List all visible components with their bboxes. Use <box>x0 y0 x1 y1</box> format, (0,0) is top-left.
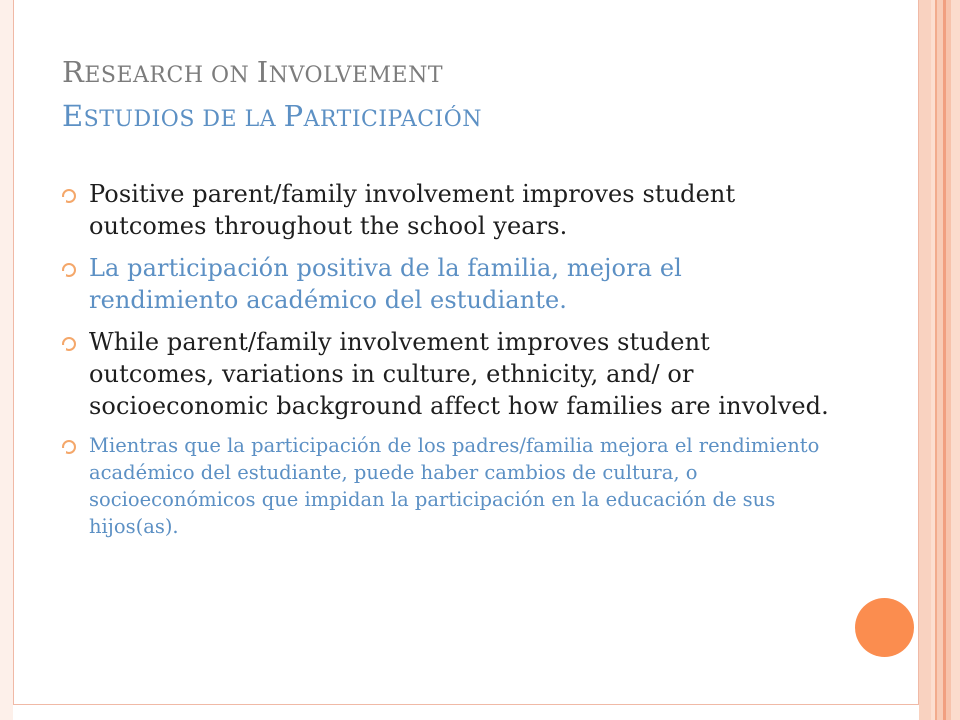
bullet-text: Positive parent/family involvement improves student outcomes throughout the school years. <box>89 180 736 240</box>
title-english-initial-r: R <box>62 55 85 89</box>
title-spanish-word-participacion: ARTICIPACIÓN <box>303 107 483 132</box>
bullet-list <box>62 178 832 540</box>
title-english-word-research-on: ESEARCH ON <box>84 63 257 88</box>
circle-bullet-icon <box>62 263 76 277</box>
title-spanish <box>62 96 482 140</box>
title-english-initial-i: I <box>256 55 269 89</box>
title-spanish-initial-p: P <box>283 99 304 133</box>
decorative-stripe <box>919 0 931 720</box>
circle-bullet-icon <box>62 337 76 351</box>
orange-circle-decoration <box>855 598 914 657</box>
bullet-item-english-2 <box>62 326 832 422</box>
circle-bullet-icon <box>62 440 76 454</box>
title-spanish-word-estudios-de-la: STUDIOS DE LA <box>83 107 284 132</box>
decorative-stripe <box>951 0 960 720</box>
slide-title <box>62 52 482 140</box>
bullet-text: While parent/family involvement improves student outcomes, variations in culture, ethnicity, and/ or socioeconomic background affect how families are involved. <box>89 328 829 420</box>
bullet-text: Mientras que la participación de los padres/familia mejora el rendimiento académico del estudiante, puede haber cambios de cultura, o socioeconómicos que impidan la participación en la educación de sus hijos(as). <box>89 434 820 538</box>
title-english <box>62 52 482 96</box>
bullet-item-english-1 <box>62 178 832 242</box>
title-spanish-initial-e: E <box>62 99 84 133</box>
title-english-word-involvement: NVOLVEMENT <box>268 63 443 88</box>
bullet-item-spanish-2 <box>62 432 832 540</box>
background-stripe <box>0 0 13 720</box>
bullet-item-spanish-1 <box>62 252 832 316</box>
circle-bullet-icon <box>62 189 76 203</box>
bullet-text: La participación positiva de la familia, mejora el rendimiento académico del estudiante. <box>89 254 682 314</box>
